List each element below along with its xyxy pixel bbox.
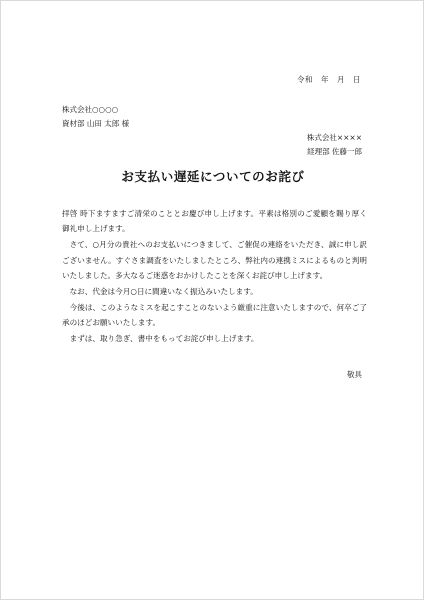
letter-body (62, 206, 367, 347)
recipient-block (62, 103, 129, 131)
body-paragraph-payment: なお、代金は今月○日に間違いなく振込みいたします。 (69, 287, 258, 297)
body-paragraph-future: 今後は、このようなミスを起こすことのないよう厳重に注意いたしますので、何卒ご了承のほどお願いいたします。 (62, 302, 367, 328)
sender-person: 経理部 佐藤一郎 (307, 147, 362, 156)
closing-word: 敬具 (347, 370, 362, 379)
recipient-person: 資材部 山田 太郎 様 (62, 119, 130, 128)
sender-block (307, 131, 362, 159)
body-paragraph-closing: まずは、取り急ぎ、書中をもってお詫び申し上げます。 (69, 334, 259, 344)
sender-company: 株式会社×××× (306, 133, 362, 142)
recipient-company: 株式会社○○○○ (62, 105, 119, 114)
letter-title: お支払い遅延についてのお詫び (121, 169, 305, 184)
body-paragraph-greeting: 拝啓 時下ますますご清栄のこととお慶び申し上げます。平素は格別のご愛顧を賜り厚く御礼申し上げます。 (62, 209, 367, 234)
letter-date: 令和 年 月 日 (297, 75, 361, 84)
body-paragraph-apology: さて、○月分の貴社へのお支払いにつきまして、ご催促の連絡をいただき、誠に申し訳ございません。すぐさま調査をいたしましたところ、弊社内の連携ミスによるものと判明いたしました。多大なるご迷惑をおかけしたことを深くお詫び申し上げます。 (62, 240, 367, 281)
